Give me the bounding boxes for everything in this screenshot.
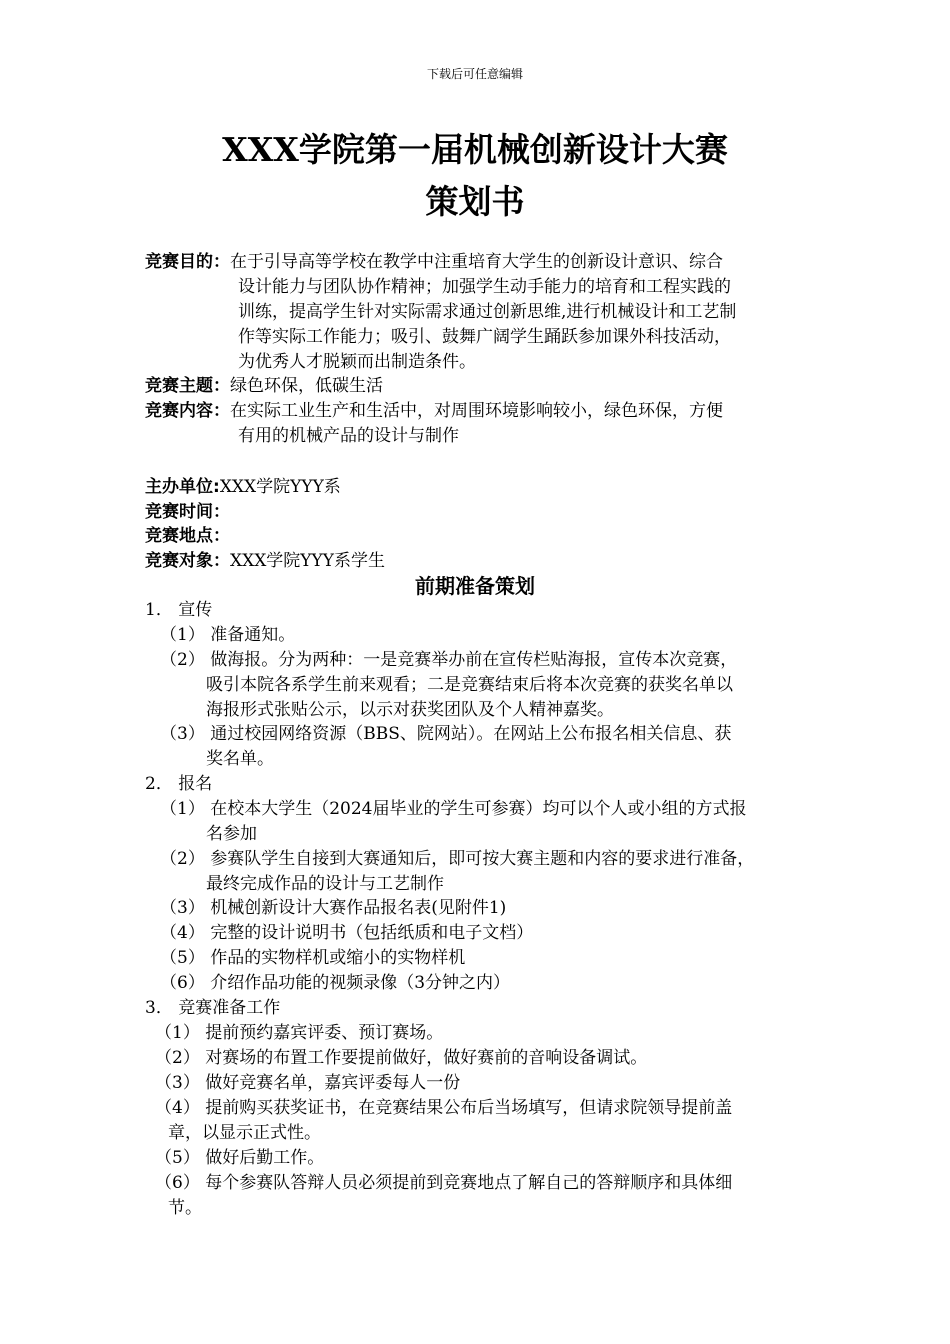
list-item: （6） 介绍作品功能的视频录像（3分钟之内） [160,973,511,993]
content-line: 在实际工业生产和生活中，对周围环境影响较小，绿色环保，方便 [230,401,723,421]
purpose-line: 为优秀人才脱颖而出制造条件。 [238,352,476,372]
purpose-row [145,250,723,274]
list-item-continuation: 海报形式张贴公示，以示对获奖团队及个人精神嘉奖。 [206,700,614,720]
target-label: 竞赛对象： [145,551,230,571]
list-heading: 2． 报名 [145,774,213,794]
theme-label: 竞赛主题： [145,376,230,396]
content-row [145,399,723,423]
list-item-continuation: 章，以显示正式性。 [168,1123,321,1143]
content-line: 有用的机械产品的设计与制作 [238,426,459,446]
list-item: （5） 作品的实物样机或缩小的实物样机 [160,948,466,968]
purpose-line: 作等实际工作能力；吸引、鼓舞广阔学生踊跃参加课外科技活动， [238,327,731,347]
list-item-continuation: 节。 [168,1198,202,1218]
document-title: XXX学院第一届机械创新设计大赛 [222,130,728,169]
list-item: （6） 每个参赛队答辩人员必须提前到竞赛地点了解自己的答辩顺序和具体细 [155,1173,733,1193]
list-item: （2） 对赛场的布置工作要提前做好，做好赛前的音响设备调试。 [155,1048,648,1068]
theme-row [145,374,383,398]
list-item-continuation: 吸引本院各系学生前来观看；二是竞赛结束后将本次竞赛的获奖名单以 [206,675,733,695]
list-item: （5） 做好后勤工作。 [155,1148,325,1168]
list-item-continuation: 名参加 [206,824,257,844]
list-item: （1） 准备通知。 [160,625,296,645]
list-item-continuation: 奖名单。 [206,749,274,769]
list-item: （3） 做好竞赛名单，嘉宾评委每人一份 [155,1073,461,1093]
list-heading: 3． 竞赛准备工作 [145,998,281,1018]
purpose-line: 训练，提高学生针对实际需求通过创新思维,进行机械设计和工艺制 [238,302,737,322]
header-note: 下载后可任意编辑 [426,67,523,81]
time-label: 竞赛时间： [145,502,230,522]
list-item: （3） 通过校园网络资源（BBS、院网站）。在网站上公布报名相关信息、获 [160,724,732,744]
purpose-line: 在于引导高等学校在教学中注重培育大学生的创新设计意识、综合 [230,252,723,272]
list-item: （4） 完整的设计说明书（包括纸质和电子文档） [160,923,534,943]
list-item: （3） 机械创新设计大赛作品报名表(见附件1) [160,898,507,918]
section-title: 前期准备策划 [415,574,535,598]
purpose-line: 设计能力与团队协作精神；加强学生动手能力的培育和工程实践的 [238,277,731,297]
list-item: （2） 做海报。分为两种：一是竞赛举办前在宣传栏贴海报，宣传本次竞赛， [160,650,738,670]
content-label: 竞赛内容： [145,401,230,421]
time-row [145,500,230,524]
place-row [145,524,230,548]
list-item: （1） 在校本大学生（2024届毕业的学生可参赛）均可以个人或小组的方式报 [160,799,747,819]
target-value: XXX学院YYY系学生 [230,551,385,571]
purpose-label: 竞赛目的： [145,252,230,272]
theme-value: 绿色环保，低碳生活 [230,376,383,396]
organizer-label: 主办单位: [145,477,220,497]
list-heading: 1． 宣传 [145,600,213,620]
list-item: （2） 参赛队学生自接到大赛通知后，即可按大赛主题和内容的要求进行准备， [160,849,755,869]
list-item-continuation: 最终完成作品的设计与工艺制作 [206,874,444,894]
document-subtitle: 策划书 [425,182,525,221]
place-label: 竞赛地点： [145,526,230,546]
organizer-row [145,475,341,499]
target-row [145,549,385,573]
list-item: （1） 提前预约嘉宾评委、预订赛场。 [155,1023,444,1043]
list-item: （4） 提前购买获奖证书，在竞赛结果公布后当场填写，但请求院领导提前盖 [155,1098,733,1118]
organizer-value: XXX学院YYY系 [219,477,341,497]
